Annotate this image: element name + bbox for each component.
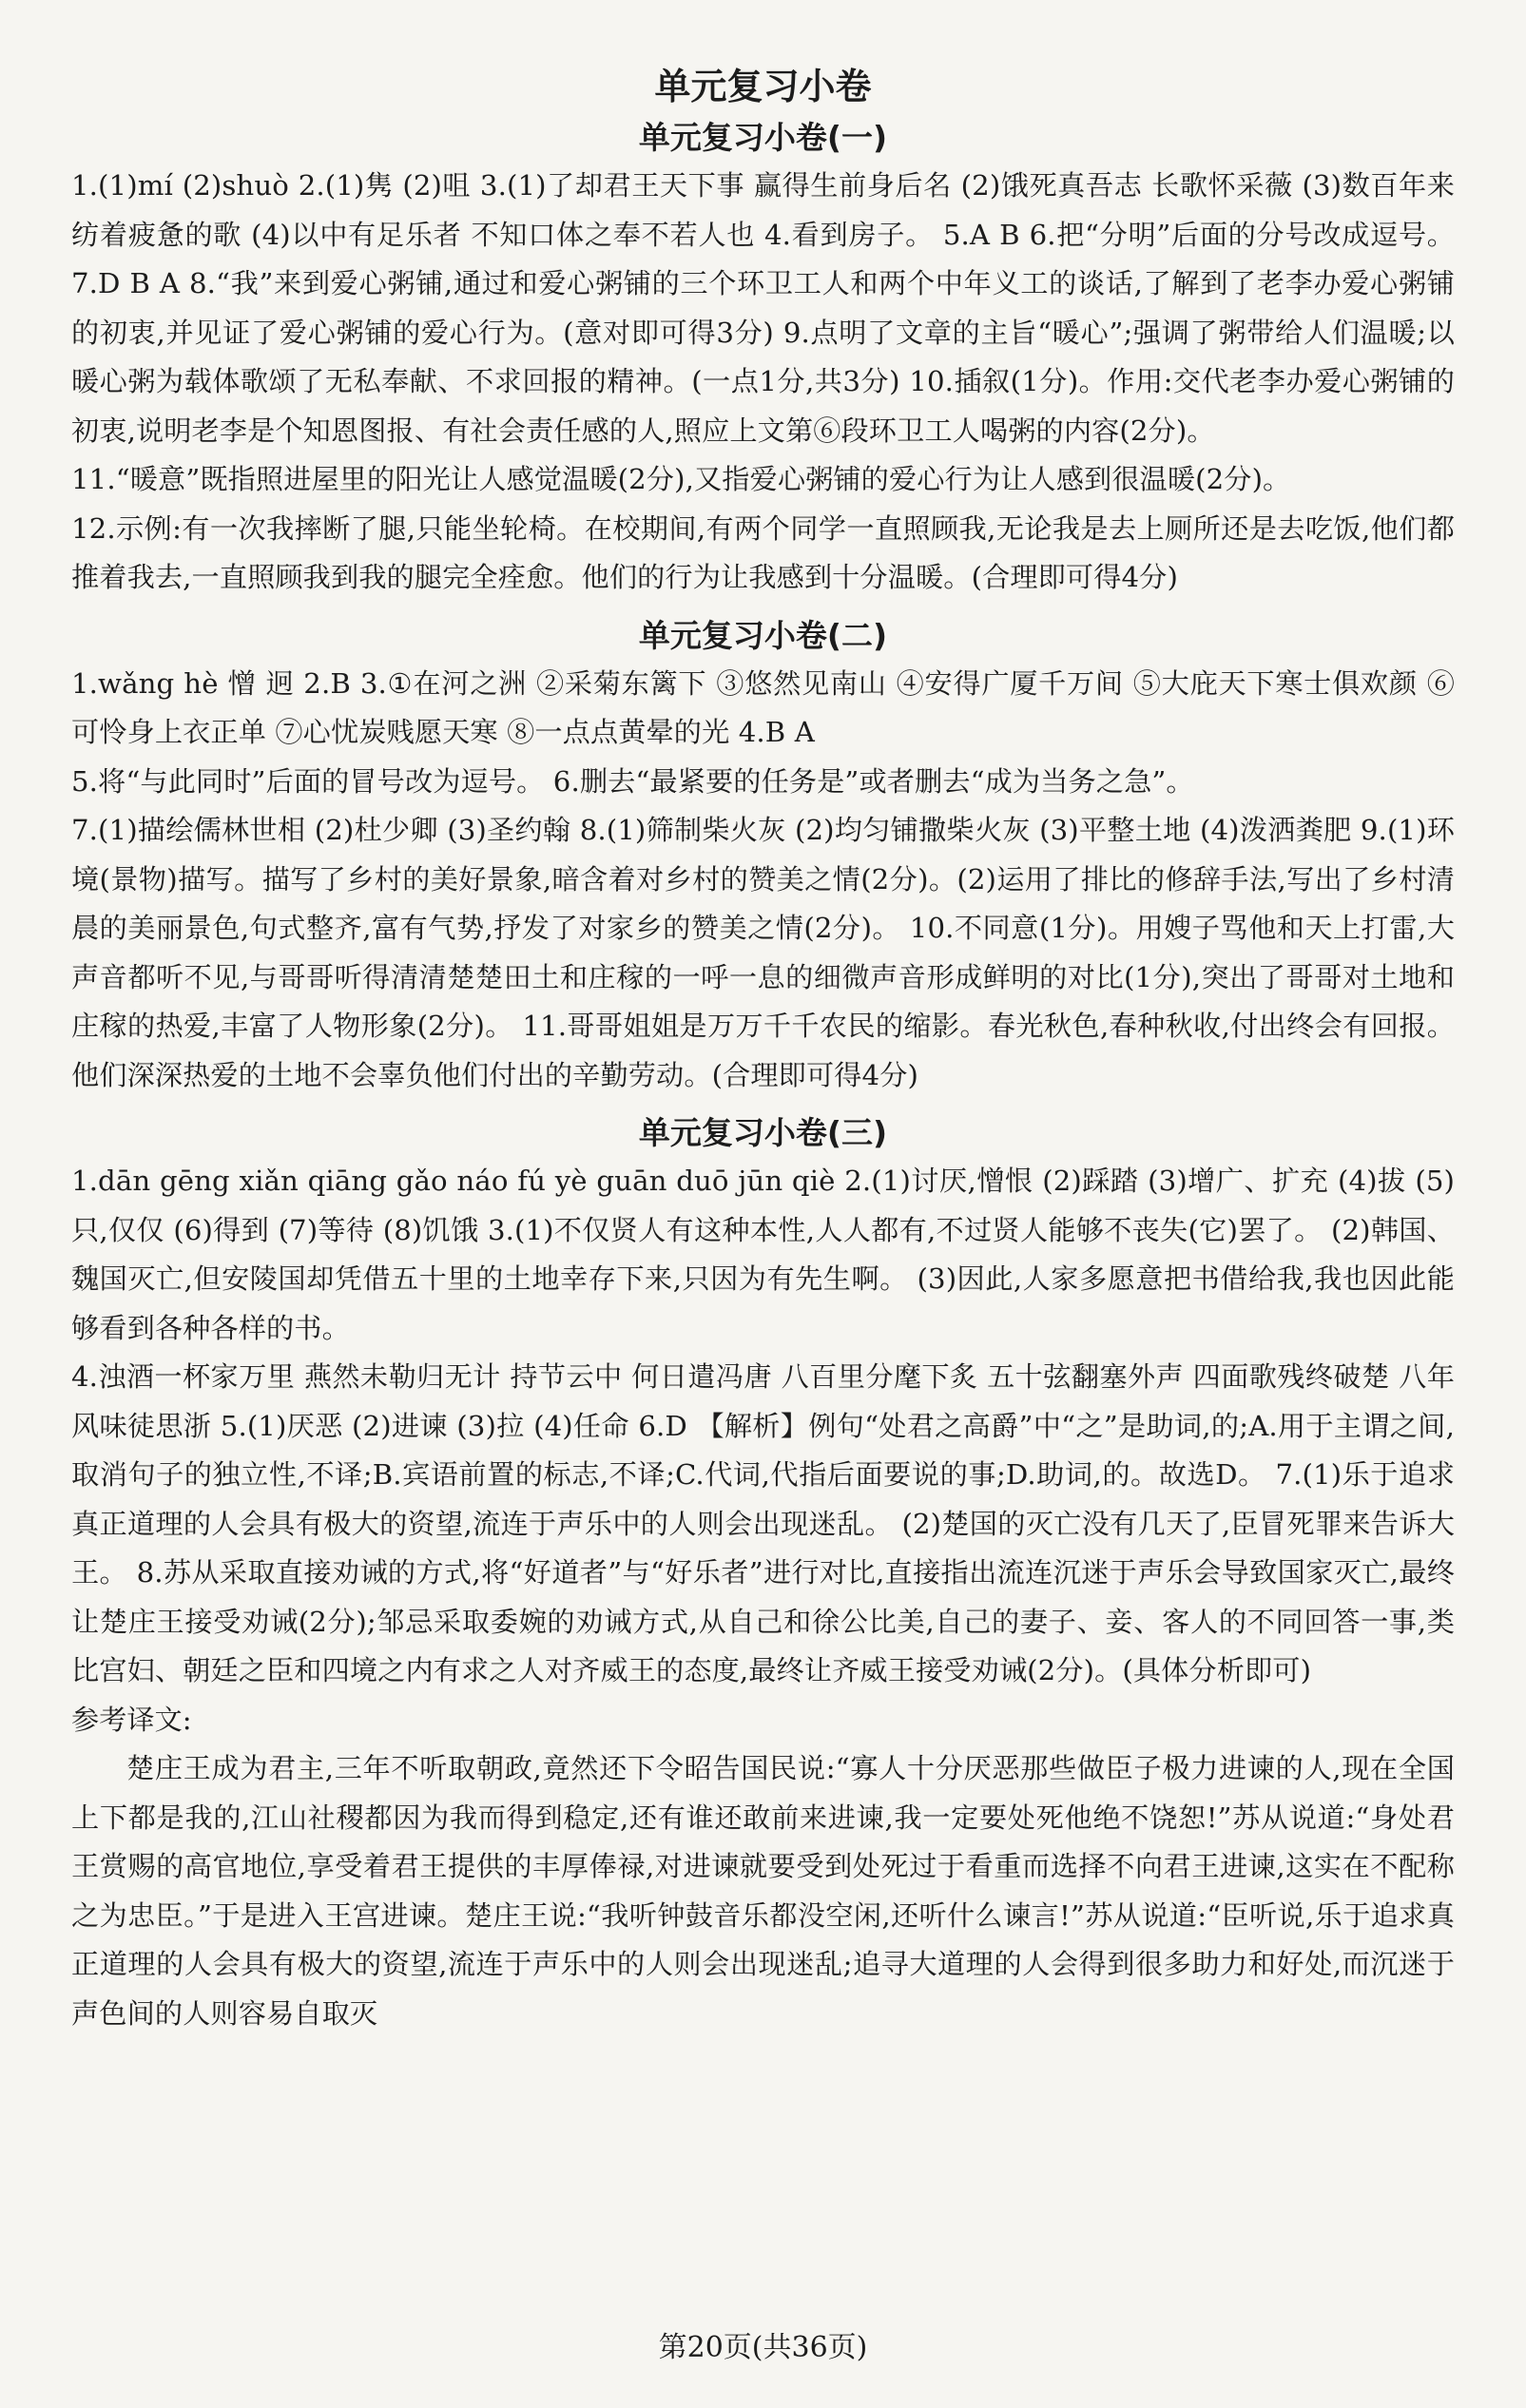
review-quiz-3 xyxy=(71,1109,1455,2038)
review-quiz-1 xyxy=(71,114,1455,603)
answer-page xyxy=(71,59,1455,2048)
section-title: 单元复习小卷(二) xyxy=(638,616,888,654)
answer-paragraph: 11.“暖意”既指照进屋里的阳光让人感觉温暖(2分),又指爱心粥铺的爱心行为让人感到很温暖(2分)。 xyxy=(71,463,1291,495)
answer-paragraph: 1.dān gēng xiǎn qiāng gǎo náo fú yè guān duō jūn qiè 2.(1)讨厌,憎恨 (2)踩踏 (3)增广、扩充 (4)拔 (5)只,仅仅 (6)得到 (7)等待 (8)饥饿 3.(1)不仅贤人有这种本性,人人都有,不过贤人能够不丧失(它)罢了。 (2)韩国、魏国灭亡,但安陵国却凭借五十里的土地幸存下来,只因为有先生啊。 (3)因此,人家多愿意把书借给我,我也因此能够看到各种各样的书。 xyxy=(71,1165,1455,1344)
answer-paragraph: 1.(1)mí (2)shuò 2.(1)隽 (2)咀 3.(1)了却君王天下事 赢得生前身后名 (2)饿死真吾志 长歌怀采薇 (3)数百年来纺着疲惫的歌 (4)以中有足乐者 不知口体之奉不若人也 4.看到房子。 5.A B 6.把“分明”后面的分号改成逗号。 7.D B A 8.“我”来到爱心粥铺,通过和爱心粥铺的三个环卫工人和两个中年义工的谈话,了解到了老李办爱心粥铺的初衷,并见证了爱心粥铺的爱心行为。(意对即可得3分) 9.点明了文章的主旨“暖心”;强调了粥带给人们温暖;以暖心粥为载体歌颂了无私奉献、不求回报的精神。(一点1分,共3分) 10.插叙(1分)。作用:交代老李办爱心粥铺的初衷,说明老李是个知恩图报、有社会责任感的人,照应上文第⑥段环卫工人喝粥的内容(2分)。 xyxy=(71,169,1455,447)
translation-text: 楚庄王成为君主,三年不听取朝政,竟然还下令昭告国民说:“寡人十分厌恶那些做臣子极力进谏的人,现在全国上下都是我的,江山社稷都因为我而得到稳定,还有谁还敢前来进谏,我一定要处死他绝不饶恕!”苏从说道:“身处君王赏赐的高官地位,享受着君王提供的丰厚俸禄,对进谏就要受到处死过于看重而选择不向君王进谏,这实在不配称之为忠臣。”于是进入王宫进谏。楚庄王说:“我听钟鼓音乐都没空闲,还听什么谏言!”苏从说道:“臣听说,乐于追求真正道理的人会具有极大的资望,流连于声乐中的人则会出现迷乱;追寻大道理的人会得到很多助力和好处,而沉迷于声色间的人则容易自取灭 xyxy=(71,1752,1455,2030)
answer-paragraph: 7.(1)描绘儒林世相 (2)杜少卿 (3)圣约翰 8.(1)筛制柴火灰 (2)均匀铺撒柴火灰 (3)平整土地 (4)泼洒粪肥 9.(1)环境(景物)描写。描写了乡村的美好景象,暗含着对乡村的赞美之情(2分)。(2)运用了排比的修辞手法,写出了乡村清晨的美丽景色,句式整齐,富有气势,抒发了对家乡的赞美之情(2分)。 10.不同意(1分)。用嫂子骂他和天上打雷,大声音都听不见,与哥哥听得清清楚楚田土和庄稼的一呼一息的细微声音形成鲜明的对比(1分),突出了哥哥对土地和庄稼的热爱,丰富了人物形象(2分)。 11.哥哥姐姐是万万千千农民的缩影。春光秋色,春种秋收,付出终会有回报。他们深深热爱的土地不会辜负他们付出的辛勤劳动。(合理即可得4分) xyxy=(71,814,1455,1091)
answer-paragraph: 1.wǎng hè 憎 迥 2.B 3.①在河之洲 ②采菊东篱下 ③悠然见南山 ④安得广厦千万间 ⑤大庇天下寒士俱欢颜 ⑥可怜身上衣正单 ⑦心忧炭贱愿天寒 ⑧一点点黄晕的光 4.B A xyxy=(71,666,1455,748)
translation-label: 参考译文: xyxy=(71,1703,192,1736)
answer-paragraph: 5.将“与此同时”后面的冒号改为逗号。 6.删去“最紧要的任务是”或者删去“成为当务之急”。 xyxy=(71,764,1194,798)
section-title: 单元复习小卷(三) xyxy=(638,1114,888,1151)
review-quiz-2 xyxy=(71,612,1455,1101)
page-title: 单元复习小卷 xyxy=(654,66,872,107)
page-number: 第20页(共36页) xyxy=(658,2331,868,2364)
section-title: 单元复习小卷(一) xyxy=(638,119,888,156)
answer-paragraph: 4.浊酒一杯家万里 燕然未勒归无计 持节云中 何日遣冯唐 八百里分麾下炙 五十弦翻塞外声 四面歌残终破楚 八年风味徒思浙 5.(1)厌恶 (2)进谏 (3)拉 (4)任命 6.D 【解析】例句“处君之高爵”中“之”是助词,的;A.用于主谓之间,取消句子的独立性,不译;B.宾语前置的标志,不译;C.代词,代指后面要说的事;D.助词,的。故选D。 7.(1)乐于追求真正道理的人会具有极大的资望,流连于声乐中的人则会出现迷乱。 (2)楚国的灭亡没有几天了,臣冒死罪来告诉大王。 8.苏从采取直接劝诫的方式,将“好道者”与“好乐者”进行对比,直接指出流连沉迷于声乐会导致国家灭亡,最终让楚庄王接受劝诫(2分);邹忌采取委婉的劝诫方式,从自己和徐公比美,自己的妻子、妾、客人的不同回答一事,类比宫妇、朝廷之臣和四境之内有求之人对齐威王的态度,最终让齐威王接受劝诫(2分)。(具体分析即可) xyxy=(71,1360,1455,1686)
answer-paragraph: 12.示例:有一次我摔断了腿,只能坐轮椅。在校期间,有两个同学一直照顾我,无论我是去上厕所还是去吃饭,他们都推着我去,一直照顾我到我的腿完全痊愈。他们的行为让我感到十分温暖。(合理即可得4分) xyxy=(71,511,1455,593)
